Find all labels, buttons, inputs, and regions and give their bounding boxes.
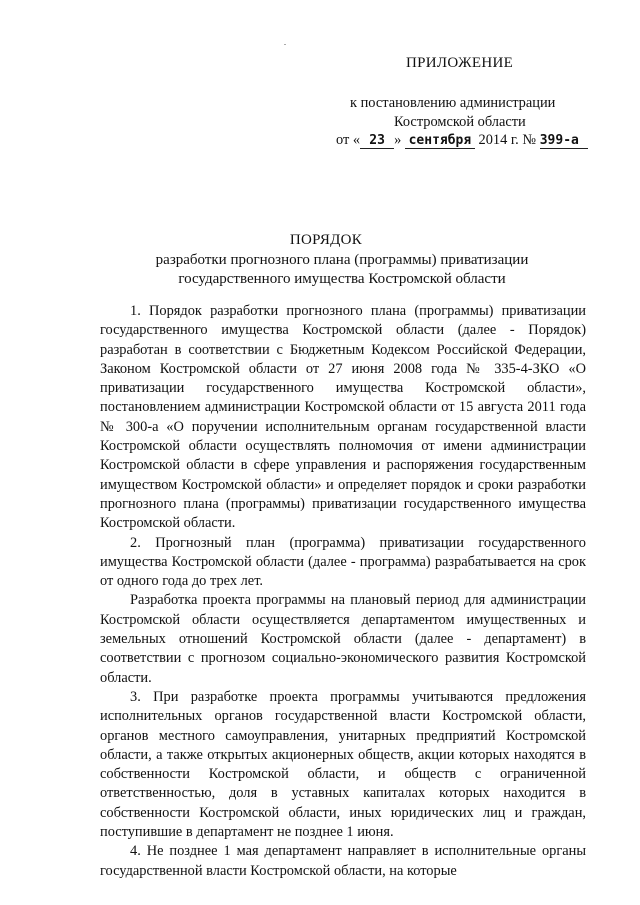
resolution-reference-line2: Костромской области (394, 114, 526, 130)
paragraph-1: 1. Порядок разработки прогнозного плана (программы) приватизации государственного имущества Костромской области (далее - Порядок) разработан в соответствии с Бюджетным Кодексом Российской Федерации, Законом Костромской области от 27 июня 2008 года № 335-4-ЗКО «О приватизации государственного имущества Костромской области», постановлением администрации Костромской области от 15 августа 2011 года № 300-а «О поручении исполнительным органам государственной власти Костромской области осуществлять полномочия от имени администрации Костромской области в сфере управления и распоряжения государственным имуществом Костромской области» и определяет порядок и сроки разработки прогнозного плана (программы) приватизации государственного имущества Костромской области. (100, 303, 586, 532)
document-subtitle-line2: государственного имущества Костромской области (178, 271, 506, 287)
paragraph-2: 2. Прогнозный план (программа) приватизации государственного имущества Костромской области (далее - программа) разрабатывается на срок от одного года до трех лет. (100, 534, 586, 590)
date-day-field: 23 (360, 133, 394, 149)
paragraph-2-continuation: Разработка проекта программы на плановый период для администрации Костромской области осуществляется департаментом имущественных и земельных отношений Костромской области (далее - департамент) в соответствии с прогнозом социально-экономического развития Костромской области. (100, 592, 586, 686)
document-subtitle-line1: разработки прогнозного плана (программы) приватизации (155, 252, 529, 268)
resolution-date-line (336, 132, 588, 149)
date-prefix: от « (336, 132, 361, 148)
appendix-heading: ПРИЛОЖЕНИЕ (406, 55, 514, 71)
date-quote-close: » (394, 132, 402, 148)
date-month-field: сентября (405, 133, 475, 149)
scan-speck (284, 44, 286, 45)
paragraph-4: 4. Не позднее 1 мая департамент направляет в исполнительные органы государственной власти Костромской области, на которые (100, 843, 586, 879)
paragraph-3: 3. При разработке проекта программы учитываются предложения исполнительных органов государственной власти Костромской области, органов местного самоуправления, унитарных предприятий Костромской области, а также открытых акционерных обществ, акции которых находятся в собственности Костромской области, и обществ с ограниченной ответственностью, доля в уставных капиталах которых находится в собственности Костромской области, иных юридических лиц и граждан, поступившие в департамент не позднее 1 июня. (100, 688, 586, 841)
resolution-reference-line1: к постановлению администрации (350, 95, 556, 111)
document-body (100, 302, 586, 881)
resolution-number-field: 399-а (540, 133, 588, 149)
document-title: ПОРЯДОК (289, 232, 363, 248)
date-year-text: 2014 г. № (478, 132, 537, 148)
